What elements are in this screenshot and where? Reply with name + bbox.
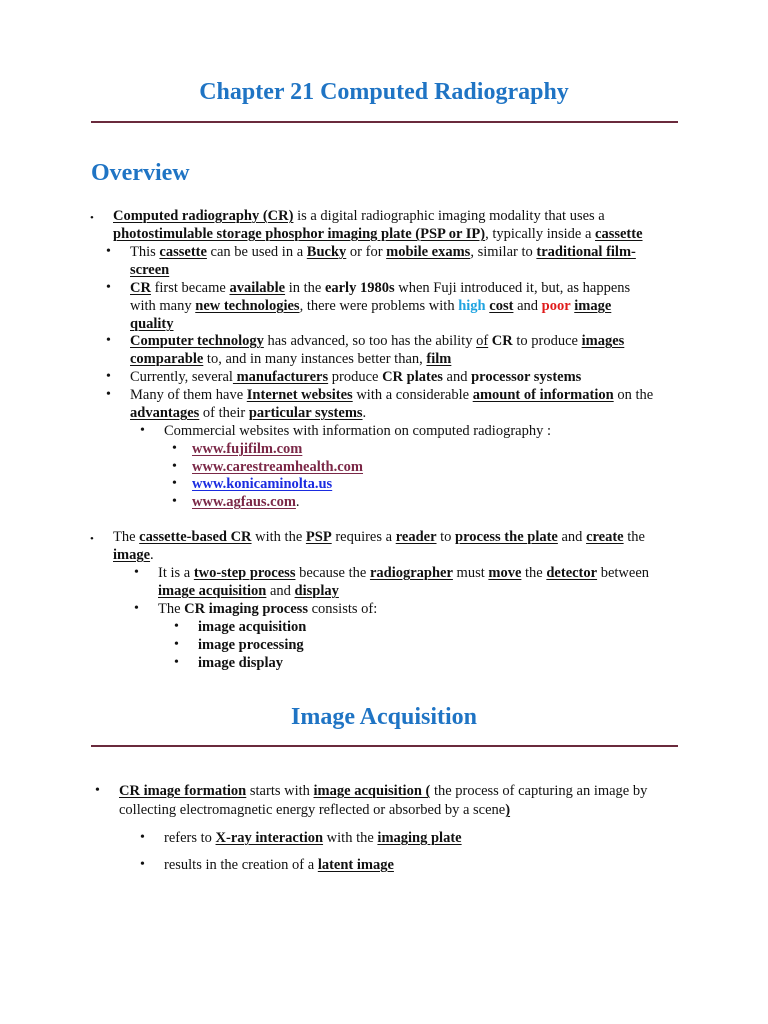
- acquisition-paragraph-line-1: [119, 782, 647, 800]
- text-run: cassette-based CR: [139, 529, 252, 545]
- text-run: two-step process: [193, 565, 296, 581]
- title-divider: [91, 121, 678, 123]
- text-run: processor systems: [471, 369, 582, 385]
- text-run: to produce: [512, 333, 582, 349]
- text-run: must: [452, 565, 489, 581]
- sub-item-history-cont: [130, 297, 611, 315]
- sub-item-two-step-cont: [158, 582, 339, 600]
- text-run: image: [574, 298, 612, 314]
- sub-item-cassette-cont: [130, 261, 169, 279]
- text-run: reader: [395, 529, 437, 545]
- text-run: available: [229, 280, 286, 296]
- text-run: CR image formation: [119, 783, 247, 799]
- overview-heading: Overview: [91, 160, 190, 186]
- text-run: the: [521, 565, 547, 581]
- chapter-title: Chapter 21 Computed Radiography: [199, 79, 569, 105]
- text-run: The: [113, 529, 140, 545]
- link-konicaminolta[interactable]: www.konicaminolta.us: [192, 476, 333, 492]
- text-run: Computed radiography (CR): [113, 208, 294, 224]
- text-run: X-ray interaction: [215, 830, 324, 846]
- bullet-icon: •: [174, 655, 179, 670]
- link-agfaus[interactable]: www.agfaus.com: [192, 494, 296, 510]
- cassette-based-paragraph-line-2: [113, 546, 154, 564]
- bullet-icon: •: [134, 565, 139, 580]
- text-run: produce: [328, 369, 383, 385]
- text-run: in the: [285, 280, 325, 296]
- text-run: Internet websites: [246, 387, 353, 403]
- text-run: , there were problems with: [299, 298, 459, 314]
- text-run: Bucky: [306, 244, 347, 260]
- text-run: film: [426, 351, 452, 367]
- text-run: or for: [346, 244, 387, 260]
- text-run: and: [513, 298, 542, 314]
- text-run: collecting electromagnetic energy reflected or absorbed by a scene: [119, 802, 506, 818]
- process-step: image display: [198, 655, 283, 671]
- text-run: manufacturers: [232, 369, 329, 385]
- bullet-icon: •: [140, 830, 145, 845]
- sub-item-history: [130, 279, 630, 297]
- text-run: cassette: [159, 244, 207, 260]
- text-run: cost: [489, 298, 514, 314]
- text-run: can be used in a: [206, 244, 307, 260]
- text-run: PSP: [305, 529, 332, 545]
- cassette-based-paragraph-line-1: [113, 528, 645, 546]
- text-run: cassette: [595, 226, 643, 242]
- text-run: ): [505, 802, 511, 818]
- text-run: to: [436, 529, 456, 545]
- link-carestream[interactable]: www.carestreamhealth.com: [192, 459, 364, 475]
- text-run: when Fuji introduced it, but, as happens: [394, 280, 631, 296]
- text-run: requires a: [331, 529, 396, 545]
- text-run: images: [581, 333, 625, 349]
- text-run: has advanced, so too has the ability: [263, 333, 477, 349]
- link-fujifilm[interactable]: www.fujifilm.com: [192, 441, 303, 457]
- text-run: early 1980s: [324, 280, 395, 296]
- bullet-icon: •: [106, 333, 111, 348]
- bullet-icon: •: [172, 459, 177, 474]
- text-run: latent image: [317, 857, 394, 873]
- process-step: image acquisition: [198, 619, 307, 635]
- text-run: radiographer: [369, 565, 453, 581]
- bullet-icon: •: [106, 280, 111, 295]
- text-run: refers to: [164, 830, 216, 846]
- bullet-icon: •: [174, 637, 179, 652]
- bullet-icon: •: [106, 369, 111, 384]
- text-run: Computer technology: [130, 333, 264, 349]
- bullet-icon: •: [106, 244, 111, 259]
- text-run: comparable: [130, 351, 204, 367]
- text-run: the process of capturing an image by: [430, 783, 648, 799]
- text-run: move: [488, 565, 522, 581]
- text-run: imaging plate: [377, 830, 462, 846]
- sub-item-manufacturers: [130, 368, 581, 386]
- text-run: Currently, several: [130, 369, 233, 385]
- text-run: CR: [130, 280, 151, 296]
- bullet-icon: •: [106, 387, 111, 402]
- text-run: with the: [323, 830, 378, 846]
- text-run: to, and in many instances better than,: [203, 351, 427, 367]
- sub-item-xray-interaction: [164, 829, 462, 847]
- text-run: The: [158, 601, 185, 617]
- text-run: process the plate: [455, 529, 558, 545]
- text-run: CR plates: [382, 369, 443, 385]
- text-run: screen: [130, 262, 170, 278]
- sub-item-imaging-process: [158, 600, 377, 618]
- text-run: photostimulable storage phosphor imaging plate (PSP or IP): [113, 226, 486, 242]
- text-run: high: [458, 298, 486, 314]
- text-run: of: [476, 333, 489, 349]
- text-run: and: [557, 529, 587, 545]
- bullet-icon: •: [172, 494, 177, 509]
- text-run: consists of:: [307, 601, 378, 617]
- sub-item-history-cont2: [130, 315, 174, 333]
- text-run: CR: [491, 333, 513, 349]
- bullet-icon: •: [172, 476, 177, 491]
- sub-item-websites: [130, 386, 653, 404]
- acquisition-paragraph-line-2: [119, 801, 510, 819]
- text-run: traditional film-: [536, 244, 636, 260]
- text-run: , similar to: [470, 244, 537, 260]
- text-run: Many of them have: [130, 387, 247, 403]
- link-list-item: [192, 458, 363, 476]
- link-list-item: [192, 493, 300, 511]
- text-run: with many: [130, 298, 196, 314]
- bullet-icon: •: [140, 423, 145, 438]
- link-list-item: [192, 475, 332, 493]
- link-list-item: [192, 440, 302, 458]
- sub-item-two-step: [158, 564, 649, 582]
- text-run: first became: [150, 280, 230, 296]
- text-run: on the: [613, 387, 654, 403]
- text-run: new technologies: [195, 298, 300, 314]
- sub-item-technology-cont: [130, 350, 451, 368]
- text-run: create: [586, 529, 624, 545]
- text-run: the: [623, 529, 645, 545]
- text-run: , typically inside a: [485, 226, 596, 242]
- text-run: This: [130, 244, 160, 260]
- section-divider: [91, 745, 678, 747]
- text-run: image acquisition (: [313, 783, 431, 799]
- bullet-icon: •: [90, 533, 94, 545]
- text-run: .: [362, 405, 367, 421]
- bullet-icon: •: [172, 441, 177, 456]
- text-run: with a considerable: [352, 387, 473, 403]
- bullet-icon: •: [95, 783, 100, 798]
- text-run: CR imaging process: [184, 601, 308, 617]
- sub-item-websites-cont: [130, 404, 366, 422]
- bullet-icon: •: [90, 212, 94, 224]
- bullet-icon: •: [140, 857, 145, 872]
- text-run: and: [266, 583, 295, 599]
- sub-item-commercial-websites: Commercial websites with information on computed radiography :: [164, 423, 551, 439]
- text-run: display: [294, 583, 339, 599]
- text-run: image: [113, 547, 151, 563]
- text-run: particular systems: [248, 405, 363, 421]
- text-run: image acquisition: [158, 583, 267, 599]
- sub-item-technology: [130, 332, 624, 350]
- text-run: quality: [130, 316, 174, 332]
- text-run: because the: [295, 565, 370, 581]
- text-run: with the: [251, 529, 306, 545]
- text-run: and: [442, 369, 472, 385]
- text-run: between: [597, 565, 650, 581]
- bullet-icon: •: [134, 601, 139, 616]
- text-run: advantages: [130, 405, 200, 421]
- text-run: It is a: [158, 565, 194, 581]
- text-run: results in the creation of a: [164, 857, 318, 873]
- text-run: of their: [199, 405, 249, 421]
- text-run: mobile exams: [386, 244, 471, 260]
- text-run: amount of information: [472, 387, 614, 403]
- text-run: .: [150, 547, 154, 563]
- text-run: starts with: [246, 783, 314, 799]
- text-run: is a digital radiographic imaging modality that uses a: [293, 208, 605, 224]
- text-run: poor: [541, 298, 571, 314]
- overview-paragraph-line-1: [113, 207, 605, 225]
- process-step: image processing: [198, 637, 304, 653]
- sub-item-cassette: [130, 243, 636, 261]
- sub-item-latent-image: [164, 856, 394, 874]
- bullet-icon: •: [174, 619, 179, 634]
- image-acquisition-heading: Image Acquisition: [290, 704, 478, 730]
- text-run: detector: [546, 565, 598, 581]
- overview-paragraph-line-2: [113, 225, 643, 243]
- text-run: .: [295, 494, 300, 510]
